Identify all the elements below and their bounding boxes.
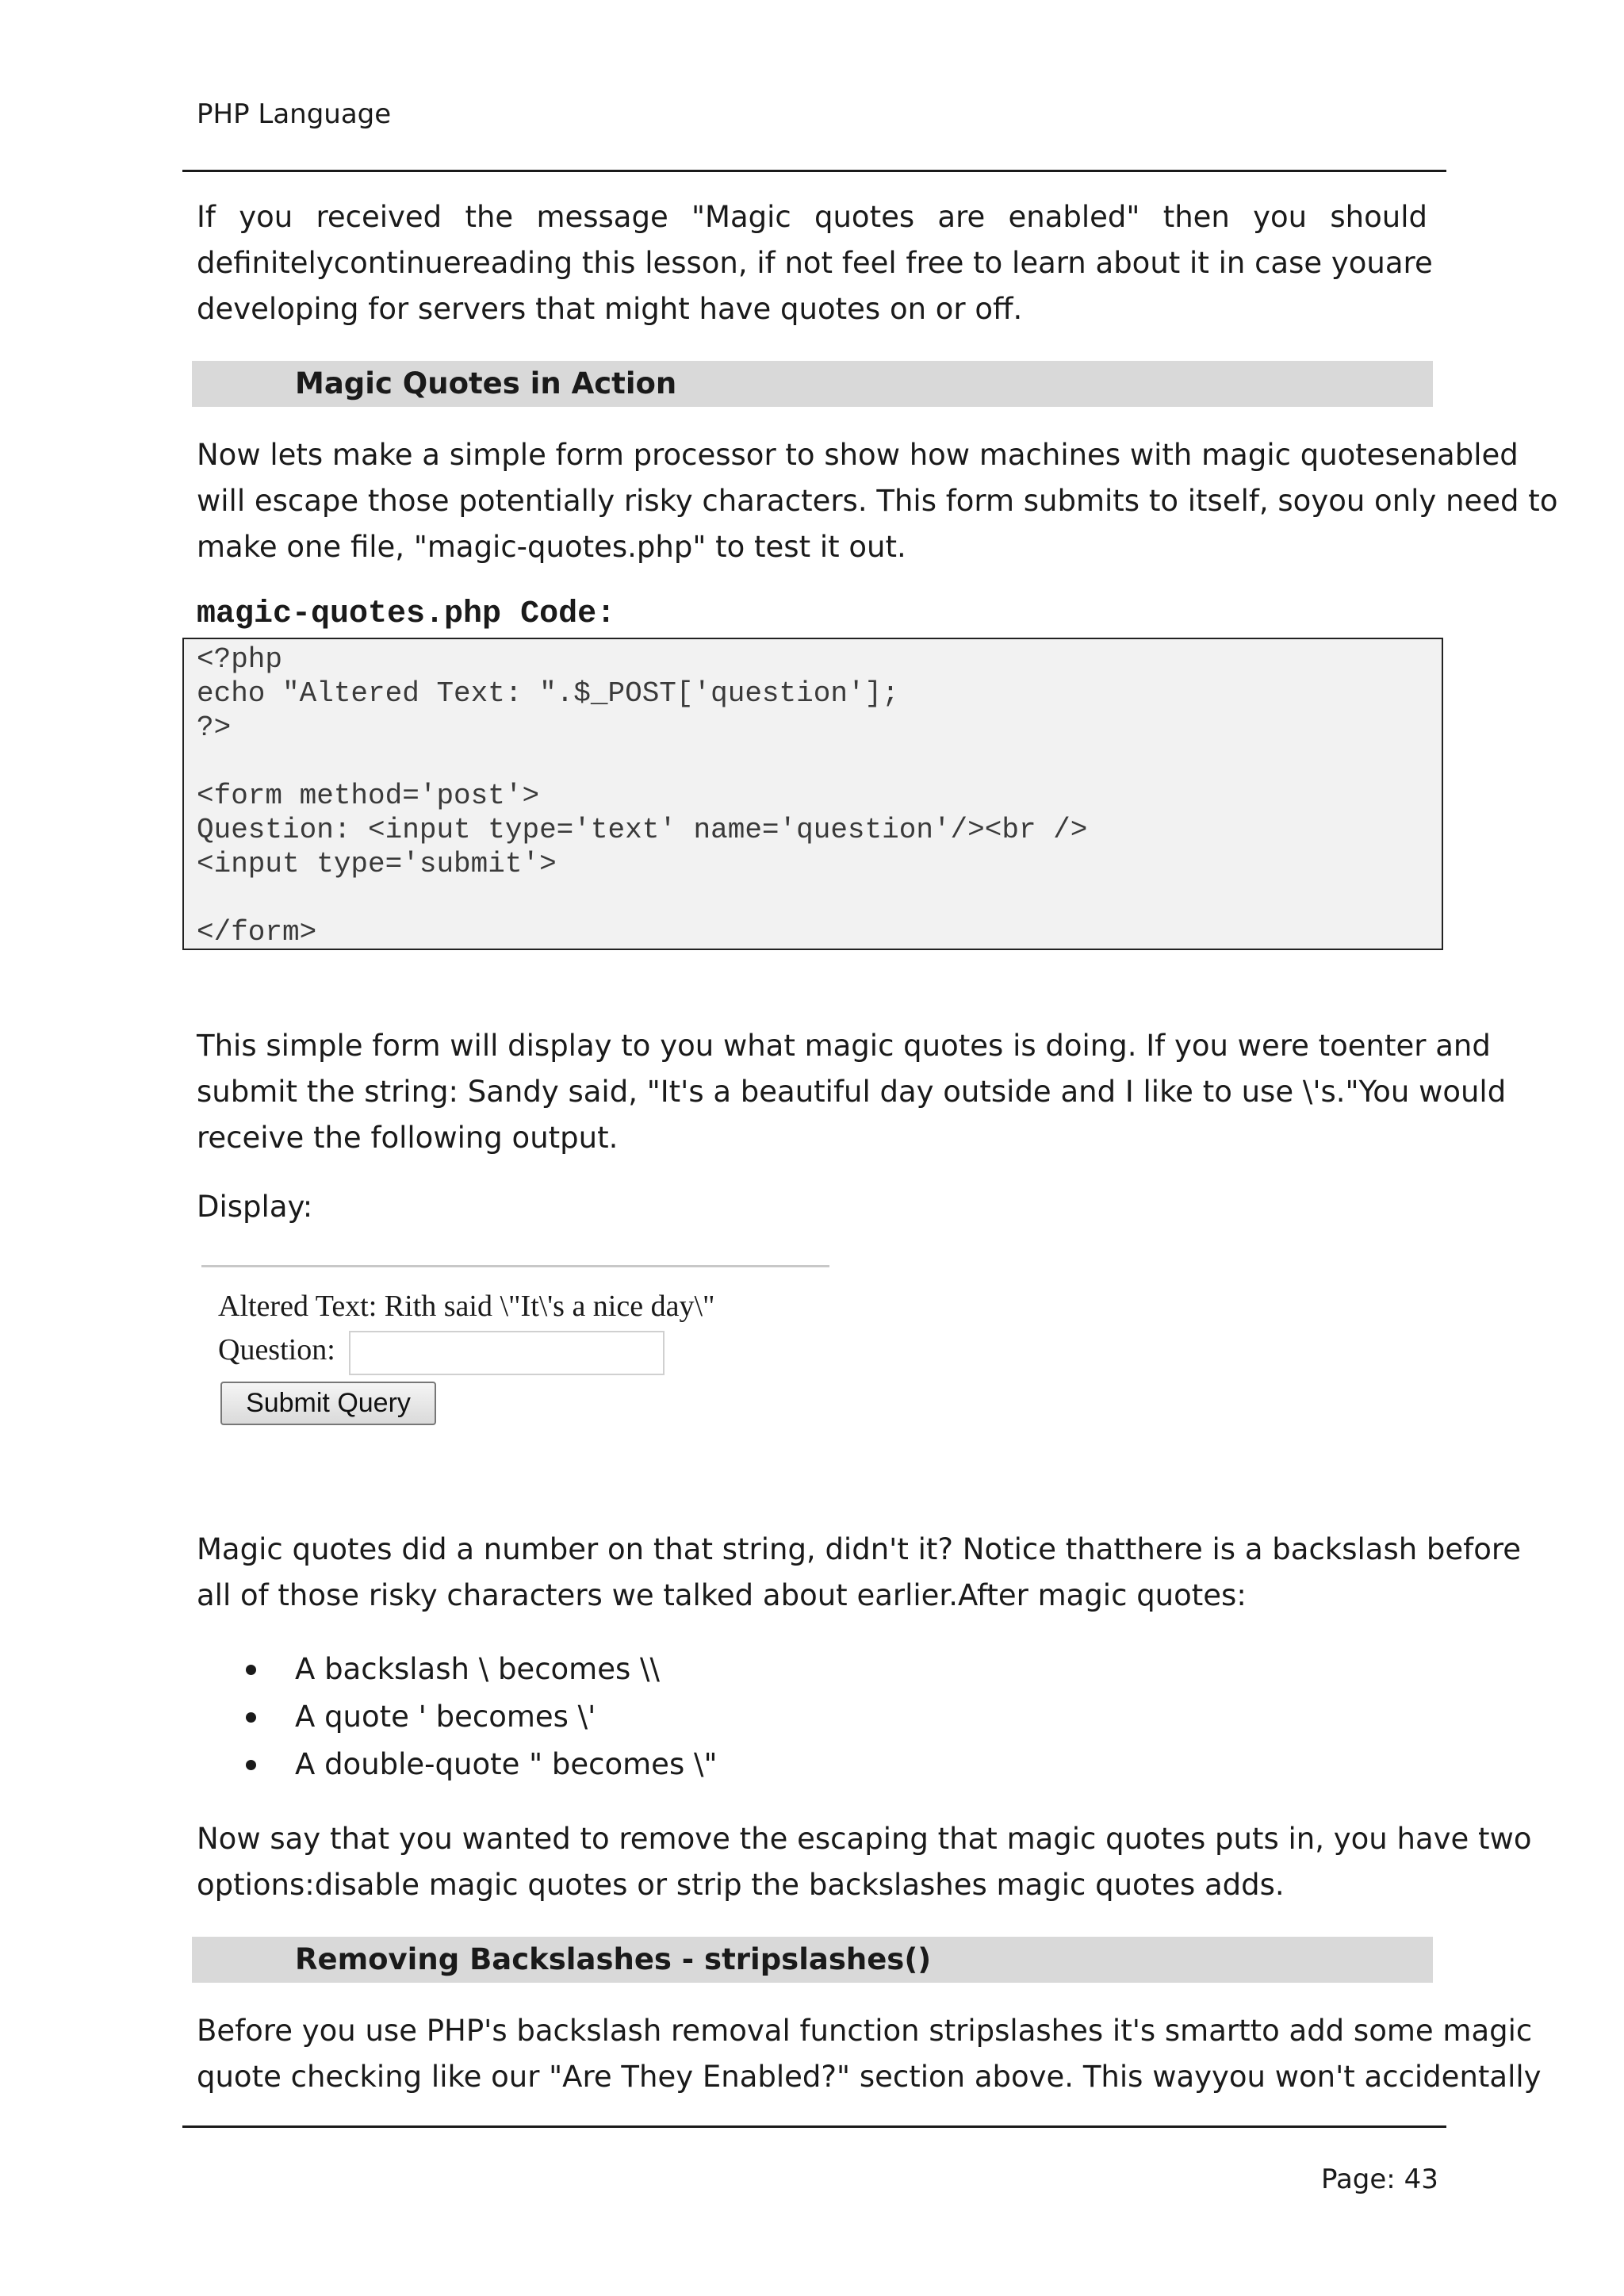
list-item-text: A double-quote " becomes \" <box>295 1747 718 1781</box>
text-line: Magic quotes did a number on that string, didn't it? Notice thatthere is a backslash before <box>197 1532 1522 1566</box>
question-input[interactable] <box>349 1331 665 1375</box>
text-line: Before you use PHP's backslash removal function stripslashes it's smartto add some magic <box>197 2014 1533 2048</box>
question-label: Question: <box>218 1333 335 1366</box>
submit-query-button[interactable]: Submit Query <box>220 1382 436 1425</box>
text-line: will escape those potentially risky characters. This form submits to itself, soyou only need to <box>197 484 1558 518</box>
running-title: PHP Language <box>197 98 392 130</box>
form-processor-paragraph <box>197 432 1558 570</box>
remove-escaping-paragraph <box>197 1816 1532 1908</box>
magic-quotes-result-paragraph <box>197 1527 1522 1619</box>
section-heading: Removing Backslashes - stripslashes() <box>295 1942 932 1976</box>
display-label: Display: <box>197 1190 313 1224</box>
list-item <box>246 1741 717 1788</box>
text-line: definitelycontinuereading this lesson, if not feel free to learn about it in case youare <box>197 246 1433 280</box>
list-item-text: A quote ' becomes \' <box>295 1700 596 1734</box>
text-line: all of those risky characters we talked about earlier.After magic quotes: <box>197 1578 1247 1612</box>
list-item <box>246 1646 717 1693</box>
text-line: submit the string: Sandy said, "It's a beautiful day outside and I like to use \'s."You would <box>197 1075 1507 1109</box>
section-heading: Magic Quotes in Action <box>295 366 677 401</box>
text-line: quote checking like our "Are They Enabled?" section above. This wayyou won't accidentally <box>197 2060 1542 2094</box>
page-number: Page: 43 <box>1321 2164 1438 2195</box>
demo-divider <box>201 1265 829 1267</box>
text-line: options:disable magic quotes or strip the backslashes magic quotes adds. <box>197 1868 1285 1902</box>
list-item-text: A backslash \ becomes \\ <box>295 1652 660 1686</box>
text-line: receive the following output. <box>197 1121 619 1155</box>
escape-rules-list <box>246 1646 717 1788</box>
footer-rule <box>182 2125 1446 2128</box>
code-text: <?php echo "Altered Text: ".$_POST['question']; ?> <form method='post'> Question: <input type='text' name='question'/><br /> <input type='submit'> </form> <box>197 643 1088 949</box>
bullet-icon <box>246 1760 256 1770</box>
section-heading-bar <box>192 361 1433 407</box>
text-line: make one file, "magic-quotes.php" to test it out. <box>197 530 906 564</box>
text-line: This simple form will display to you what magic quotes is doing. If you were toenter and <box>197 1029 1491 1063</box>
text-line: developing for servers that might have quotes on or off. <box>197 292 1023 326</box>
list-item <box>246 1693 717 1741</box>
text-line: If you received the message "Magic quotes are enabled" then you should <box>197 200 1427 234</box>
intro-paragraph <box>197 194 1433 332</box>
text-line: Now lets make a simple form processor to show how machines with magic quotesenabled <box>197 438 1519 472</box>
altered-text-output: Altered Text: Rith said \"It\'s a nice day\" <box>218 1290 715 1323</box>
code-block <box>182 638 1443 950</box>
code-label: magic-quotes.php Code: <box>197 596 616 632</box>
demo-screenshot <box>198 1261 833 1443</box>
text-line: Now say that you wanted to remove the escaping that magic quotes puts in, you have two <box>197 1822 1532 1856</box>
header-rule <box>182 170 1446 172</box>
bullet-icon <box>246 1665 256 1675</box>
display-intro-paragraph <box>197 1023 1507 1161</box>
bullet-icon <box>246 1712 256 1723</box>
stripslashes-paragraph <box>197 2008 1542 2100</box>
section-heading-bar <box>192 1937 1433 1983</box>
